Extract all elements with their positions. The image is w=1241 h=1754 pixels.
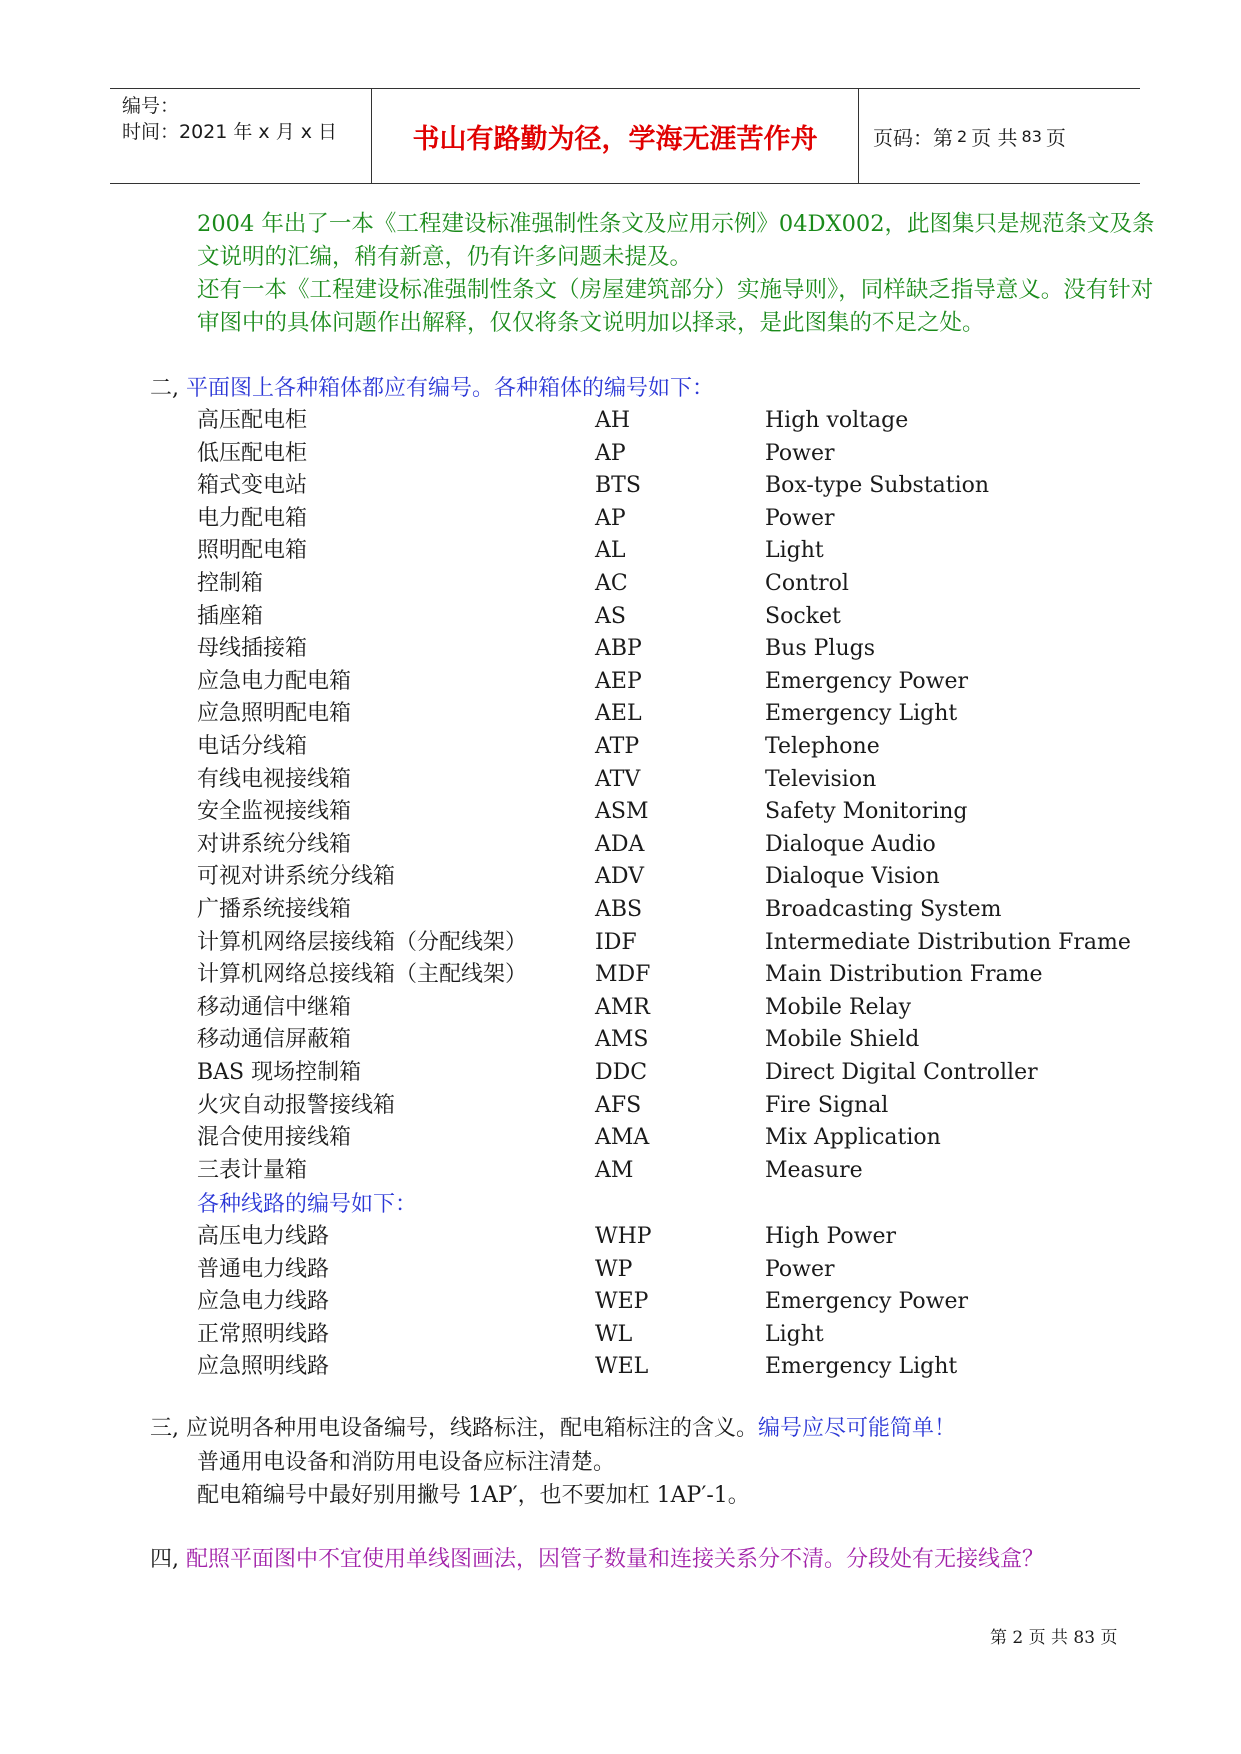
table-row bbox=[0, 567, 1241, 600]
page-footer: 第 2 页 共 83 页 bbox=[990, 1628, 1118, 1648]
name-cell: 照明配电箱 bbox=[197, 538, 308, 564]
code-cell: AL bbox=[595, 538, 626, 564]
code-cell: ABP bbox=[595, 636, 642, 662]
code-cell: ATP bbox=[595, 734, 640, 759]
english-cell: Intermediate Distribution Frame bbox=[765, 929, 1131, 955]
code-cell: WEL bbox=[595, 1354, 649, 1380]
lines-heading: 各种线路的编号如下： bbox=[197, 1192, 418, 1217]
code-cell: ADA bbox=[595, 831, 645, 857]
english-cell: Emergency Light bbox=[765, 701, 958, 727]
name-cell: 移动通信中继箱 bbox=[197, 994, 352, 1020]
english-cell: Socket bbox=[765, 603, 841, 629]
intro-paragraph: 2004 年出了一本《工程建设标准强制性条文及应用示例》04DX002，此图集只是规范条文及条文说明的汇编，稍有新意，仍有许多问题未提及。 bbox=[197, 211, 1155, 270]
table-row bbox=[0, 404, 1241, 437]
code-cell: WL bbox=[595, 1321, 633, 1347]
english-cell: Fire Signal bbox=[765, 1092, 889, 1118]
page-suffix: 页 bbox=[1045, 125, 1066, 150]
english-cell: Dialoque Audio bbox=[765, 831, 936, 857]
english-cell: Bus Plugs bbox=[765, 636, 875, 662]
code-cell: AM bbox=[595, 1157, 634, 1183]
english-cell: Television bbox=[765, 766, 877, 792]
page-number: 2 bbox=[957, 126, 968, 146]
name-cell: 应急照明配电箱 bbox=[197, 701, 352, 727]
name-cell: 普通电力线路 bbox=[197, 1256, 330, 1282]
header-meta bbox=[110, 89, 372, 183]
english-cell: Main Distribution Frame bbox=[765, 962, 1043, 988]
table-row bbox=[0, 763, 1241, 796]
code-cell: AP bbox=[595, 440, 626, 466]
code-cell: ATV bbox=[595, 766, 641, 792]
code-cell: AP bbox=[595, 505, 626, 531]
table-row bbox=[0, 828, 1241, 861]
code-cell: IDF bbox=[595, 929, 637, 955]
table-row bbox=[0, 600, 1241, 633]
table-row bbox=[0, 534, 1241, 567]
table-row bbox=[0, 1154, 1241, 1187]
table-row bbox=[0, 1089, 1241, 1122]
table-row bbox=[0, 958, 1241, 991]
section-title: 平面图上各种箱体都应有编号。各种箱体的编号如下： bbox=[186, 376, 715, 401]
code-cell: AMR bbox=[595, 994, 650, 1020]
english-cell: Box-type Substation bbox=[765, 473, 990, 499]
intro-paragraphs bbox=[197, 208, 1167, 340]
table-row bbox=[0, 1253, 1241, 1286]
section-3-heading bbox=[150, 1414, 956, 1444]
name-cell: 有线电视接线箱 bbox=[197, 766, 352, 792]
english-cell: Mobile Relay bbox=[765, 994, 912, 1020]
english-cell: Power bbox=[765, 440, 835, 466]
english-cell: Power bbox=[765, 505, 835, 531]
table-row bbox=[0, 1285, 1241, 1318]
english-cell: Direct Digital Controller bbox=[765, 1060, 1038, 1085]
english-cell: Light bbox=[765, 1321, 824, 1347]
code-cell: DDC bbox=[595, 1060, 648, 1085]
table-row bbox=[0, 1350, 1241, 1383]
section-text: 配照平面图中不宜使用单线图画法，因管子数量和连接关系分不清。分段处有无接线盒？ bbox=[186, 1547, 1045, 1572]
name-cell: 电力配电箱 bbox=[197, 505, 308, 531]
time-label: 时间：2021 年 x 月 x 日 bbox=[122, 121, 338, 143]
section-highlight: 编号应尽可能简单！ bbox=[758, 1416, 957, 1441]
table-row bbox=[0, 860, 1241, 893]
name-cell: 计算机网络层接线箱（分配线架） bbox=[197, 929, 528, 955]
table-row bbox=[0, 469, 1241, 502]
code-cell: AEP bbox=[595, 668, 642, 694]
table-row bbox=[0, 1220, 1241, 1253]
name-cell: 广播系统接线箱 bbox=[197, 897, 352, 922]
name-cell: 高压配电柜 bbox=[197, 408, 308, 433]
english-cell: Dialoque Vision bbox=[765, 864, 940, 890]
name-cell: 安全监视接线箱 bbox=[197, 799, 352, 825]
page-prefix: 页码：第 bbox=[873, 125, 953, 150]
intro-paragraph: 还有一本《工程建设标准强制性条文（房屋建筑部分）实施导则》，同样缺乏指导意义。没有针对审图中的具体问题作出解释，仅仅将条文说明加以择录，是此图集的不足之处。 bbox=[197, 277, 1154, 336]
table-row bbox=[0, 1318, 1241, 1351]
name-cell: 可视对讲系统分线箱 bbox=[197, 864, 396, 890]
english-cell: Emergency Power bbox=[765, 1289, 968, 1315]
english-cell: Emergency Power bbox=[765, 668, 968, 694]
english-cell: Control bbox=[765, 571, 849, 596]
english-cell: Telephone bbox=[765, 734, 880, 759]
section-2-heading bbox=[150, 374, 714, 404]
code-cell: AH bbox=[595, 408, 631, 433]
english-cell: High Power bbox=[765, 1224, 896, 1249]
table-row bbox=[0, 1023, 1241, 1056]
number-label: 编号： bbox=[122, 95, 180, 117]
header-motto: 书山有路勤为径，学海无涯苦作舟 bbox=[372, 89, 859, 183]
name-cell: 正常照明线路 bbox=[197, 1321, 330, 1347]
table-row bbox=[0, 697, 1241, 730]
code-cell: ASM bbox=[595, 799, 649, 825]
name-cell: 高压电力线路 bbox=[197, 1224, 330, 1249]
name-cell: 混合使用接线箱 bbox=[197, 1125, 352, 1151]
name-cell: 对讲系统分线箱 bbox=[197, 831, 352, 857]
section-number: 三, bbox=[150, 1416, 179, 1441]
code-cell: WHP bbox=[595, 1224, 652, 1249]
name-cell: 控制箱 bbox=[197, 571, 264, 596]
code-cell: AEL bbox=[595, 701, 642, 727]
table-row bbox=[0, 926, 1241, 959]
code-cell: MDF bbox=[595, 962, 651, 988]
name-cell: BAS 现场控制箱 bbox=[197, 1060, 362, 1085]
section-number: 二, bbox=[150, 376, 179, 401]
table-row bbox=[0, 730, 1241, 763]
name-cell: 移动通信屏蔽箱 bbox=[197, 1027, 352, 1053]
code-cell: AMS bbox=[595, 1027, 649, 1053]
table-row bbox=[0, 1121, 1241, 1154]
table-row bbox=[0, 893, 1241, 926]
english-cell: High voltage bbox=[765, 408, 909, 433]
code-cell: ADV bbox=[595, 864, 645, 890]
english-cell: Broadcasting System bbox=[765, 897, 1002, 922]
page-mid: 页 共 bbox=[971, 125, 1018, 150]
english-cell: Mix Application bbox=[765, 1125, 941, 1151]
english-cell: Mobile Shield bbox=[765, 1027, 920, 1053]
code-cell: WEP bbox=[595, 1289, 649, 1315]
table-row bbox=[0, 991, 1241, 1024]
english-cell: Measure bbox=[765, 1157, 863, 1183]
name-cell: 应急电力配电箱 bbox=[197, 668, 352, 694]
name-cell: 插座箱 bbox=[197, 603, 264, 629]
code-cell: ABS bbox=[595, 897, 643, 922]
english-cell: Light bbox=[765, 538, 824, 564]
english-cell: Safety Monitoring bbox=[765, 799, 968, 825]
name-cell: 母线插接箱 bbox=[197, 636, 308, 662]
section-3-line: 普通用电设备和消防用电设备应标注清楚。 bbox=[197, 1450, 616, 1475]
english-cell: Emergency Light bbox=[765, 1354, 958, 1380]
table-row bbox=[0, 437, 1241, 470]
header-page-info bbox=[859, 89, 1140, 183]
code-cell: BTS bbox=[595, 473, 641, 499]
page-total: 83 bbox=[1021, 126, 1042, 146]
name-cell: 火灾自动报警接线箱 bbox=[197, 1092, 396, 1118]
name-cell: 应急电力线路 bbox=[197, 1289, 330, 1315]
section-4-heading bbox=[150, 1545, 1044, 1575]
code-cell: AC bbox=[595, 571, 628, 596]
code-cell: AFS bbox=[595, 1092, 642, 1118]
code-cell: AMA bbox=[595, 1125, 650, 1151]
name-cell: 箱式变电站 bbox=[197, 473, 308, 499]
name-cell: 三表计量箱 bbox=[197, 1157, 308, 1183]
table-row bbox=[0, 632, 1241, 665]
english-cell: Power bbox=[765, 1256, 835, 1282]
section-3-line: 配电箱编号中最好别用撇号 1AP′，也不要加杠 1AP′-1。 bbox=[197, 1483, 750, 1508]
name-cell: 应急照明线路 bbox=[197, 1354, 330, 1380]
table-row bbox=[0, 502, 1241, 535]
code-cell: WP bbox=[595, 1256, 633, 1282]
table-row bbox=[0, 1056, 1241, 1089]
table-row bbox=[0, 795, 1241, 828]
name-cell: 低压配电柜 bbox=[197, 440, 308, 466]
section-text: 应说明各种用电设备编号，线路标注，配电箱标注的含义。 bbox=[186, 1416, 759, 1441]
name-cell: 计算机网络总接线箱（主配线架） bbox=[197, 962, 528, 988]
code-cell: AS bbox=[595, 603, 626, 629]
section-number: 四, bbox=[150, 1547, 179, 1572]
page-header bbox=[110, 88, 1140, 184]
name-cell: 电话分线箱 bbox=[197, 734, 308, 759]
table-row bbox=[0, 665, 1241, 698]
